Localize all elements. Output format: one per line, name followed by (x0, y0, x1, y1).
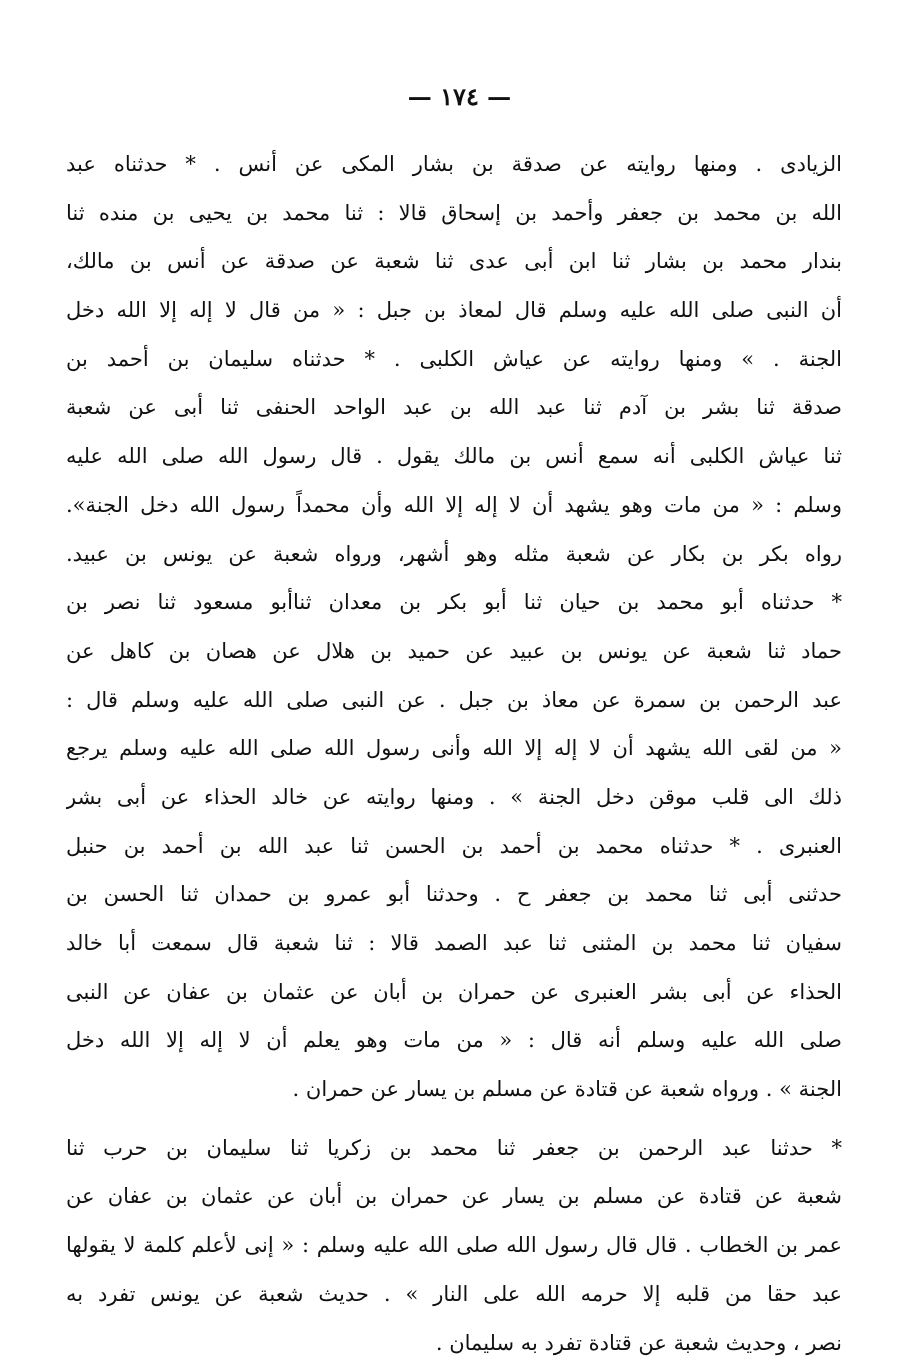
text-line: عمر بن الخطاب . قال قال رسول الله صلى الله عليه وسلم : « إنى لأعلم كلمة لا يقولها (66, 1221, 842, 1270)
text-line: حماد ثنا شعبة عن يونس بن عبيد عن حميد بن هلال عن هصان بن كاهل عن (66, 627, 842, 676)
text-line: « من لقى الله يشهد أن لا إله إلا الله وأنى رسول الله صلى الله عليه وسلم يرجع (66, 724, 842, 773)
text-line: * حدثنا عبد الرحمن بن جعفر ثنا محمد بن زكريا ثنا سليمان بن حرب ثنا (66, 1124, 842, 1173)
text-line: الحذاء عن أبى بشر العنبرى عن حمران بن أبان عن عثمان بن عفان عن النبى (66, 968, 842, 1017)
text-line: عبد حقا من قلبه إلا حرمه الله على النار » . حديث شعبة عن يونس تفرد به (66, 1270, 842, 1319)
text-line: ذلك الى قلب موقن دخل الجنة » . ومنها روايته عن خالد الحذاء عن أبى بشر (66, 773, 842, 822)
text-line: ثنا عياش الكلبى أنه سمع أنس بن مالك يقول . قال رسول الله صلى الله عليه (66, 432, 842, 481)
text-line: شعبة عن قتادة عن مسلم بن يسار عن حمران بن أبان عن عثمان بن عفان عن (66, 1172, 842, 1221)
paragraph-1 (66, 140, 842, 1114)
body-text (66, 140, 842, 1367)
page-number: — ١٧٤ — (0, 82, 919, 111)
text-line: الله بن محمد بن جعفر وأحمد بن إسحاق قالا : ثنا محمد بن يحيى بن منده ثنا (66, 189, 842, 238)
text-line: سفيان ثنا محمد بن المثنى ثنا عبد الصمد قالا : ثنا شعبة قال سمعت أبا خالد (66, 919, 842, 968)
text-line: * حدثناه أبو محمد بن حيان ثنا أبو بكر بن معدان ثناأبو مسعود ثنا نصر بن (66, 578, 842, 627)
text-line: صلى الله عليه وسلم أنه قال : « من مات وهو يعلم أن لا إله إلا الله دخل (66, 1016, 842, 1065)
text-line: بندار محمد بن بشار ثنا ابن أبى عدى ثنا شعبة عن صدقة عن أنس بن مالك، (66, 237, 842, 286)
text-line: العنبرى . * حدثناه محمد بن أحمد بن الحسن ثنا عبد الله بن أحمد بن حنبل (66, 822, 842, 871)
text-line: وسلم : « من مات وهو يشهد أن لا إله إلا الله وأن محمداً رسول الله دخل الجنة». (66, 481, 842, 530)
paragraph-gap (66, 1114, 842, 1124)
text-line: أن النبى صلى الله عليه وسلم قال لمعاذ بن جبل : « من قال لا إله إلا الله دخل (66, 286, 842, 335)
text-line: الجنة » . ورواه شعبة عن قتادة عن مسلم بن يسار عن حمران . (66, 1065, 842, 1114)
text-line: نصر ، وحديث شعبة عن قتادة تفرد به سليمان . (66, 1319, 842, 1367)
text-line: عبد الرحمن بن سمرة عن معاذ بن جبل . عن النبى صلى الله عليه وسلم قال : (66, 676, 842, 725)
text-line: حدثنى أبى ثنا محمد بن جعفر ح . وحدثنا أبو عمرو بن حمدان ثنا الحسن بن (66, 870, 842, 919)
paragraph-2 (66, 1124, 842, 1367)
text-line: الجنة . » ومنها روايته عن عياش الكلبى . * حدثناه سليمان بن أحمد بن (66, 335, 842, 384)
text-line: صدقة ثنا بشر بن آدم ثنا عبد الله بن عبد الواحد الحنفى ثنا أبى عن شعبة (66, 383, 842, 432)
text-line: الزيادى . ومنها روايته عن صدقة بن بشار المكى عن أنس . * حدثناه عبد (66, 140, 842, 189)
text-line: رواه بكر بن بكار عن شعبة مثله وهو أشهر، ورواه شعبة عن يونس بن عبيد. (66, 530, 842, 579)
